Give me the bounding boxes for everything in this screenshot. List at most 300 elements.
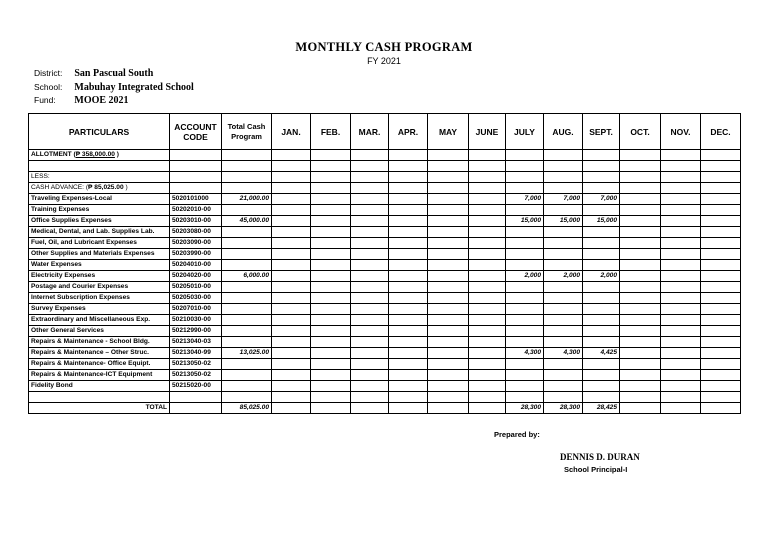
expense-name: Electricity Expenses [29,271,170,282]
month-cell [544,359,583,370]
month-cell [620,381,661,392]
month-cell [620,326,661,337]
month-header: JAN. [272,114,311,150]
month-total [661,403,701,414]
month-cell [506,293,544,304]
month-cell [311,381,351,392]
total-cash-program [222,370,272,381]
month-header: SEPT. [583,114,620,150]
total-label: TOTAL [29,403,170,414]
month-cell [701,315,741,326]
account-code: 50207010-00 [170,304,222,315]
expense-row [29,381,741,392]
school-label: School: [34,82,63,92]
total-cash-program [222,205,272,216]
total-cash-program: 6,000.00 [222,271,272,282]
month-cell: 2,000 [583,271,620,282]
month-cell [583,337,620,348]
month-header: MAY [428,114,469,150]
account-code: 50215020-00 [170,381,222,392]
month-cell [389,304,428,315]
month-cell [428,293,469,304]
totals-row [29,403,741,414]
month-cell [272,326,311,337]
month-cell [351,348,389,359]
month-cell [351,260,389,271]
month-cell [311,293,351,304]
blank-row [29,161,741,172]
fund-line [34,95,129,106]
month-cell [311,304,351,315]
month-total: 28,425 [583,403,620,414]
month-header: AUG. [544,114,583,150]
month-cell: 15,000 [506,216,544,227]
district-label: District: [34,68,63,78]
month-cell: 15,000 [583,216,620,227]
month-cell [428,249,469,260]
month-cell [428,359,469,370]
month-cell [311,271,351,282]
month-total [351,403,389,414]
table-body [29,150,741,414]
month-cell: 2,000 [506,271,544,282]
month-cell [544,381,583,392]
month-cell [311,348,351,359]
month-cell [389,238,428,249]
month-cell [311,227,351,238]
allotment-row [29,150,741,161]
total-cash-program [222,337,272,348]
month-header: JUNE [469,114,506,150]
month-cell [469,359,506,370]
month-cell [583,326,620,337]
month-cell [701,282,741,293]
expense-name: Postage and Courier Expenses [29,282,170,293]
month-cell [506,315,544,326]
month-cell [506,370,544,381]
month-cell [351,326,389,337]
month-cell [701,348,741,359]
month-cell [661,205,701,216]
month-cell [661,304,701,315]
month-cell [428,216,469,227]
month-cell [272,216,311,227]
month-cell [701,216,741,227]
month-cell [311,238,351,249]
month-cell [389,227,428,238]
month-cell [506,205,544,216]
month-cell [272,315,311,326]
month-cell [311,326,351,337]
month-header: APR. [389,114,428,150]
signatory-title: School Principal-I [564,465,628,474]
month-total: 28,300 [544,403,583,414]
month-cell [701,194,741,205]
fund-value: MOOE 2021 [74,95,129,106]
month-cell [620,216,661,227]
month-header: OCT. [620,114,661,150]
month-cell [389,337,428,348]
expense-name: Medical, Dental, and Lab. Supplies Lab. [29,227,170,238]
month-cell: 4,300 [544,348,583,359]
particulars-header: PARTICULARS [29,114,170,150]
expense-name: Training Expenses [29,205,170,216]
month-cell [311,359,351,370]
month-cell [620,282,661,293]
month-cell [351,293,389,304]
month-cell [311,337,351,348]
month-cell [620,238,661,249]
expense-name: Internet Subscription Expenses [29,293,170,304]
total-cash-program [222,282,272,293]
month-cell [428,271,469,282]
month-cell [469,381,506,392]
expense-row [29,194,741,205]
month-cell [469,370,506,381]
month-cell [389,381,428,392]
month-cell [311,282,351,293]
month-cell [620,205,661,216]
month-cell [506,359,544,370]
month-total [389,403,428,414]
expense-name: Extraordinary and Miscellaneous Exp. [29,315,170,326]
month-cell [583,249,620,260]
month-cell [272,238,311,249]
cash-program-table [28,113,741,414]
month-cell [583,282,620,293]
month-cell [469,315,506,326]
month-cell [701,227,741,238]
month-cell [544,315,583,326]
month-cell [389,194,428,205]
month-cell: 7,000 [544,194,583,205]
month-cell: 4,300 [506,348,544,359]
expense-row [29,271,741,282]
month-cell [661,381,701,392]
signatory-name: DENNIS D. DURAN [560,452,640,462]
total-cash-program [222,238,272,249]
month-cell [428,260,469,271]
month-cell [661,194,701,205]
month-cell [389,260,428,271]
total-cash-program: 21,000.00 [222,194,272,205]
month-cell [583,238,620,249]
month-cell [351,205,389,216]
month-cell [620,315,661,326]
month-cell [389,326,428,337]
month-cell [351,194,389,205]
month-cell [428,238,469,249]
month-cell [469,348,506,359]
month-cell [620,249,661,260]
expense-row [29,359,741,370]
expense-row [29,260,741,271]
month-cell [620,194,661,205]
month-total [620,403,661,414]
total-cash-program [222,326,272,337]
month-cell [620,304,661,315]
month-cell [469,260,506,271]
expense-name: Fidelity Bond [29,381,170,392]
month-cell [389,205,428,216]
month-cell [701,337,741,348]
month-header: FEB. [311,114,351,150]
total-cash-program [222,293,272,304]
month-cell [389,249,428,260]
month-cell [311,205,351,216]
month-cell [428,337,469,348]
month-cell [389,216,428,227]
month-cell [506,282,544,293]
month-cell [272,304,311,315]
total-cash-program: 45,000.00 [222,216,272,227]
month-cell [661,216,701,227]
month-cell [428,227,469,238]
month-cell [428,370,469,381]
total-cash-program [222,304,272,315]
month-cell [701,249,741,260]
account-code: 50212990-00 [170,326,222,337]
expense-name: Repairs & Maintenance – Other Struc. [29,348,170,359]
month-cell [272,348,311,359]
expense-row [29,249,741,260]
month-cell [544,205,583,216]
month-cell [661,337,701,348]
month-cell [351,227,389,238]
month-cell [351,304,389,315]
month-cell [272,227,311,238]
month-cell [701,293,741,304]
account-code: 50205010-00 [170,282,222,293]
expense-row [29,282,741,293]
month-cell [389,348,428,359]
total-cash-program: 13,025.00 [222,348,272,359]
month-cell [701,370,741,381]
month-cell [428,326,469,337]
less-label: LESS: [29,172,170,183]
month-cell [469,304,506,315]
month-cell [428,205,469,216]
cash-advance-row [29,183,741,194]
month-cell [661,359,701,370]
cash-advance-cell: CASH ADVANCE: (₱ 85,025.00 ) [29,183,170,194]
month-cell [620,293,661,304]
month-cell [469,271,506,282]
month-total [469,403,506,414]
expense-name: Office Supplies Expenses [29,216,170,227]
month-total [428,403,469,414]
month-cell [469,194,506,205]
total-cash-program [222,359,272,370]
month-cell [351,216,389,227]
month-cell [701,326,741,337]
month-cell [620,370,661,381]
month-cell [661,370,701,381]
month-cell [469,293,506,304]
month-cell [351,370,389,381]
month-cell: 7,000 [506,194,544,205]
month-cell [661,260,701,271]
expense-name: Repairs & Maintenance - School Bldg. [29,337,170,348]
month-cell [311,216,351,227]
month-cell [351,282,389,293]
month-cell [506,337,544,348]
month-header: NOV. [661,114,701,150]
month-cell [701,381,741,392]
month-cell [389,293,428,304]
expense-row [29,315,741,326]
expense-row [29,337,741,348]
month-cell [620,359,661,370]
month-cell [583,293,620,304]
month-cell [428,315,469,326]
district-value: San Pascual South [74,68,154,79]
month-cell [428,304,469,315]
expense-row [29,205,741,216]
expense-name: Survey Expenses [29,304,170,315]
month-cell [661,348,701,359]
month-cell [272,205,311,216]
month-cell [469,337,506,348]
month-cell [544,370,583,381]
account-code: 50204020-00 [170,271,222,282]
expense-row [29,304,741,315]
month-cell: 7,000 [583,194,620,205]
month-cell [661,293,701,304]
month-cell [506,326,544,337]
month-cell [351,249,389,260]
month-cell [428,194,469,205]
month-cell [311,315,351,326]
month-cell [428,381,469,392]
school-line [34,82,194,93]
month-cell [351,337,389,348]
account-code: 50203010-00 [170,216,222,227]
month-cell [583,381,620,392]
month-cell [469,205,506,216]
month-cell [272,337,311,348]
expense-name: Other General Services [29,326,170,337]
account-code: 50213050-02 [170,359,222,370]
total-cash-program: 85,025.00 [222,403,272,414]
month-cell [661,282,701,293]
month-total [272,403,311,414]
total-cash-program [222,249,272,260]
month-cell [311,194,351,205]
month-total: 28,300 [506,403,544,414]
month-cell [661,315,701,326]
allotment-cell: ALLOTMENT (₱ 358,000.00 ) [29,150,170,161]
header-row [29,114,741,150]
month-cell [469,216,506,227]
month-cell [389,315,428,326]
expense-row [29,348,741,359]
account-code: 50213050-02 [170,370,222,381]
month-cell [311,249,351,260]
month-cell [351,315,389,326]
month-cell [469,238,506,249]
fiscal-year: FY 2021 [367,56,401,66]
month-cell [661,326,701,337]
month-cell: 2,000 [544,271,583,282]
month-cell [428,348,469,359]
blank-row [29,392,741,403]
month-cell [544,238,583,249]
school-value: Mabuhay Integrated School [74,82,194,93]
account-code: 50202010-00 [170,205,222,216]
month-cell [469,326,506,337]
expense-name: Repairs & Maintenance- Office Equipt. [29,359,170,370]
month-cell [351,271,389,282]
expense-row [29,227,741,238]
account-code-header: ACCOUNT CODE [170,114,222,150]
month-cell [661,249,701,260]
account-code: 50204010-00 [170,260,222,271]
month-cell [506,260,544,271]
month-cell [272,194,311,205]
account-code: 50203080-00 [170,227,222,238]
month-cell [701,205,741,216]
month-cell [272,271,311,282]
month-cell [620,271,661,282]
month-cell [701,238,741,249]
total-cash-program [222,315,272,326]
month-cell [583,205,620,216]
month-cell [620,348,661,359]
document-title: MONTHLY CASH PROGRAM [295,40,473,54]
month-cell [544,293,583,304]
account-code: 50213040-99 [170,348,222,359]
month-cell [506,249,544,260]
month-header: DEC. [701,114,741,150]
month-cell [661,271,701,282]
expense-name: Other Supplies and Materials Expenses [29,249,170,260]
month-cell [583,315,620,326]
district-line [34,68,153,79]
month-cell [351,381,389,392]
month-cell [583,260,620,271]
month-cell [583,359,620,370]
month-cell: 4,425 [583,348,620,359]
expense-name: Repairs & Maintenance-ICT Equipment [29,370,170,381]
expense-row [29,238,741,249]
month-cell: 15,000 [544,216,583,227]
account-code: 50213040-03 [170,337,222,348]
total-cash-program [222,227,272,238]
month-cell [389,359,428,370]
month-cell [701,260,741,271]
month-cell [272,370,311,381]
month-cell [620,227,661,238]
month-cell [583,227,620,238]
month-cell [351,359,389,370]
total-cash-program [222,260,272,271]
month-cell [272,249,311,260]
month-cell [272,293,311,304]
expense-row [29,326,741,337]
account-code: 50210030-00 [170,315,222,326]
month-cell [544,326,583,337]
month-header: JULY [506,114,544,150]
month-cell [583,304,620,315]
fund-label: Fund: [34,95,56,105]
account-code: 50203990-00 [170,249,222,260]
month-cell [272,260,311,271]
less-row [29,172,741,183]
month-cell [311,260,351,271]
allotment-amount: ₱ 358,000.00 [75,151,115,158]
month-cell [311,370,351,381]
